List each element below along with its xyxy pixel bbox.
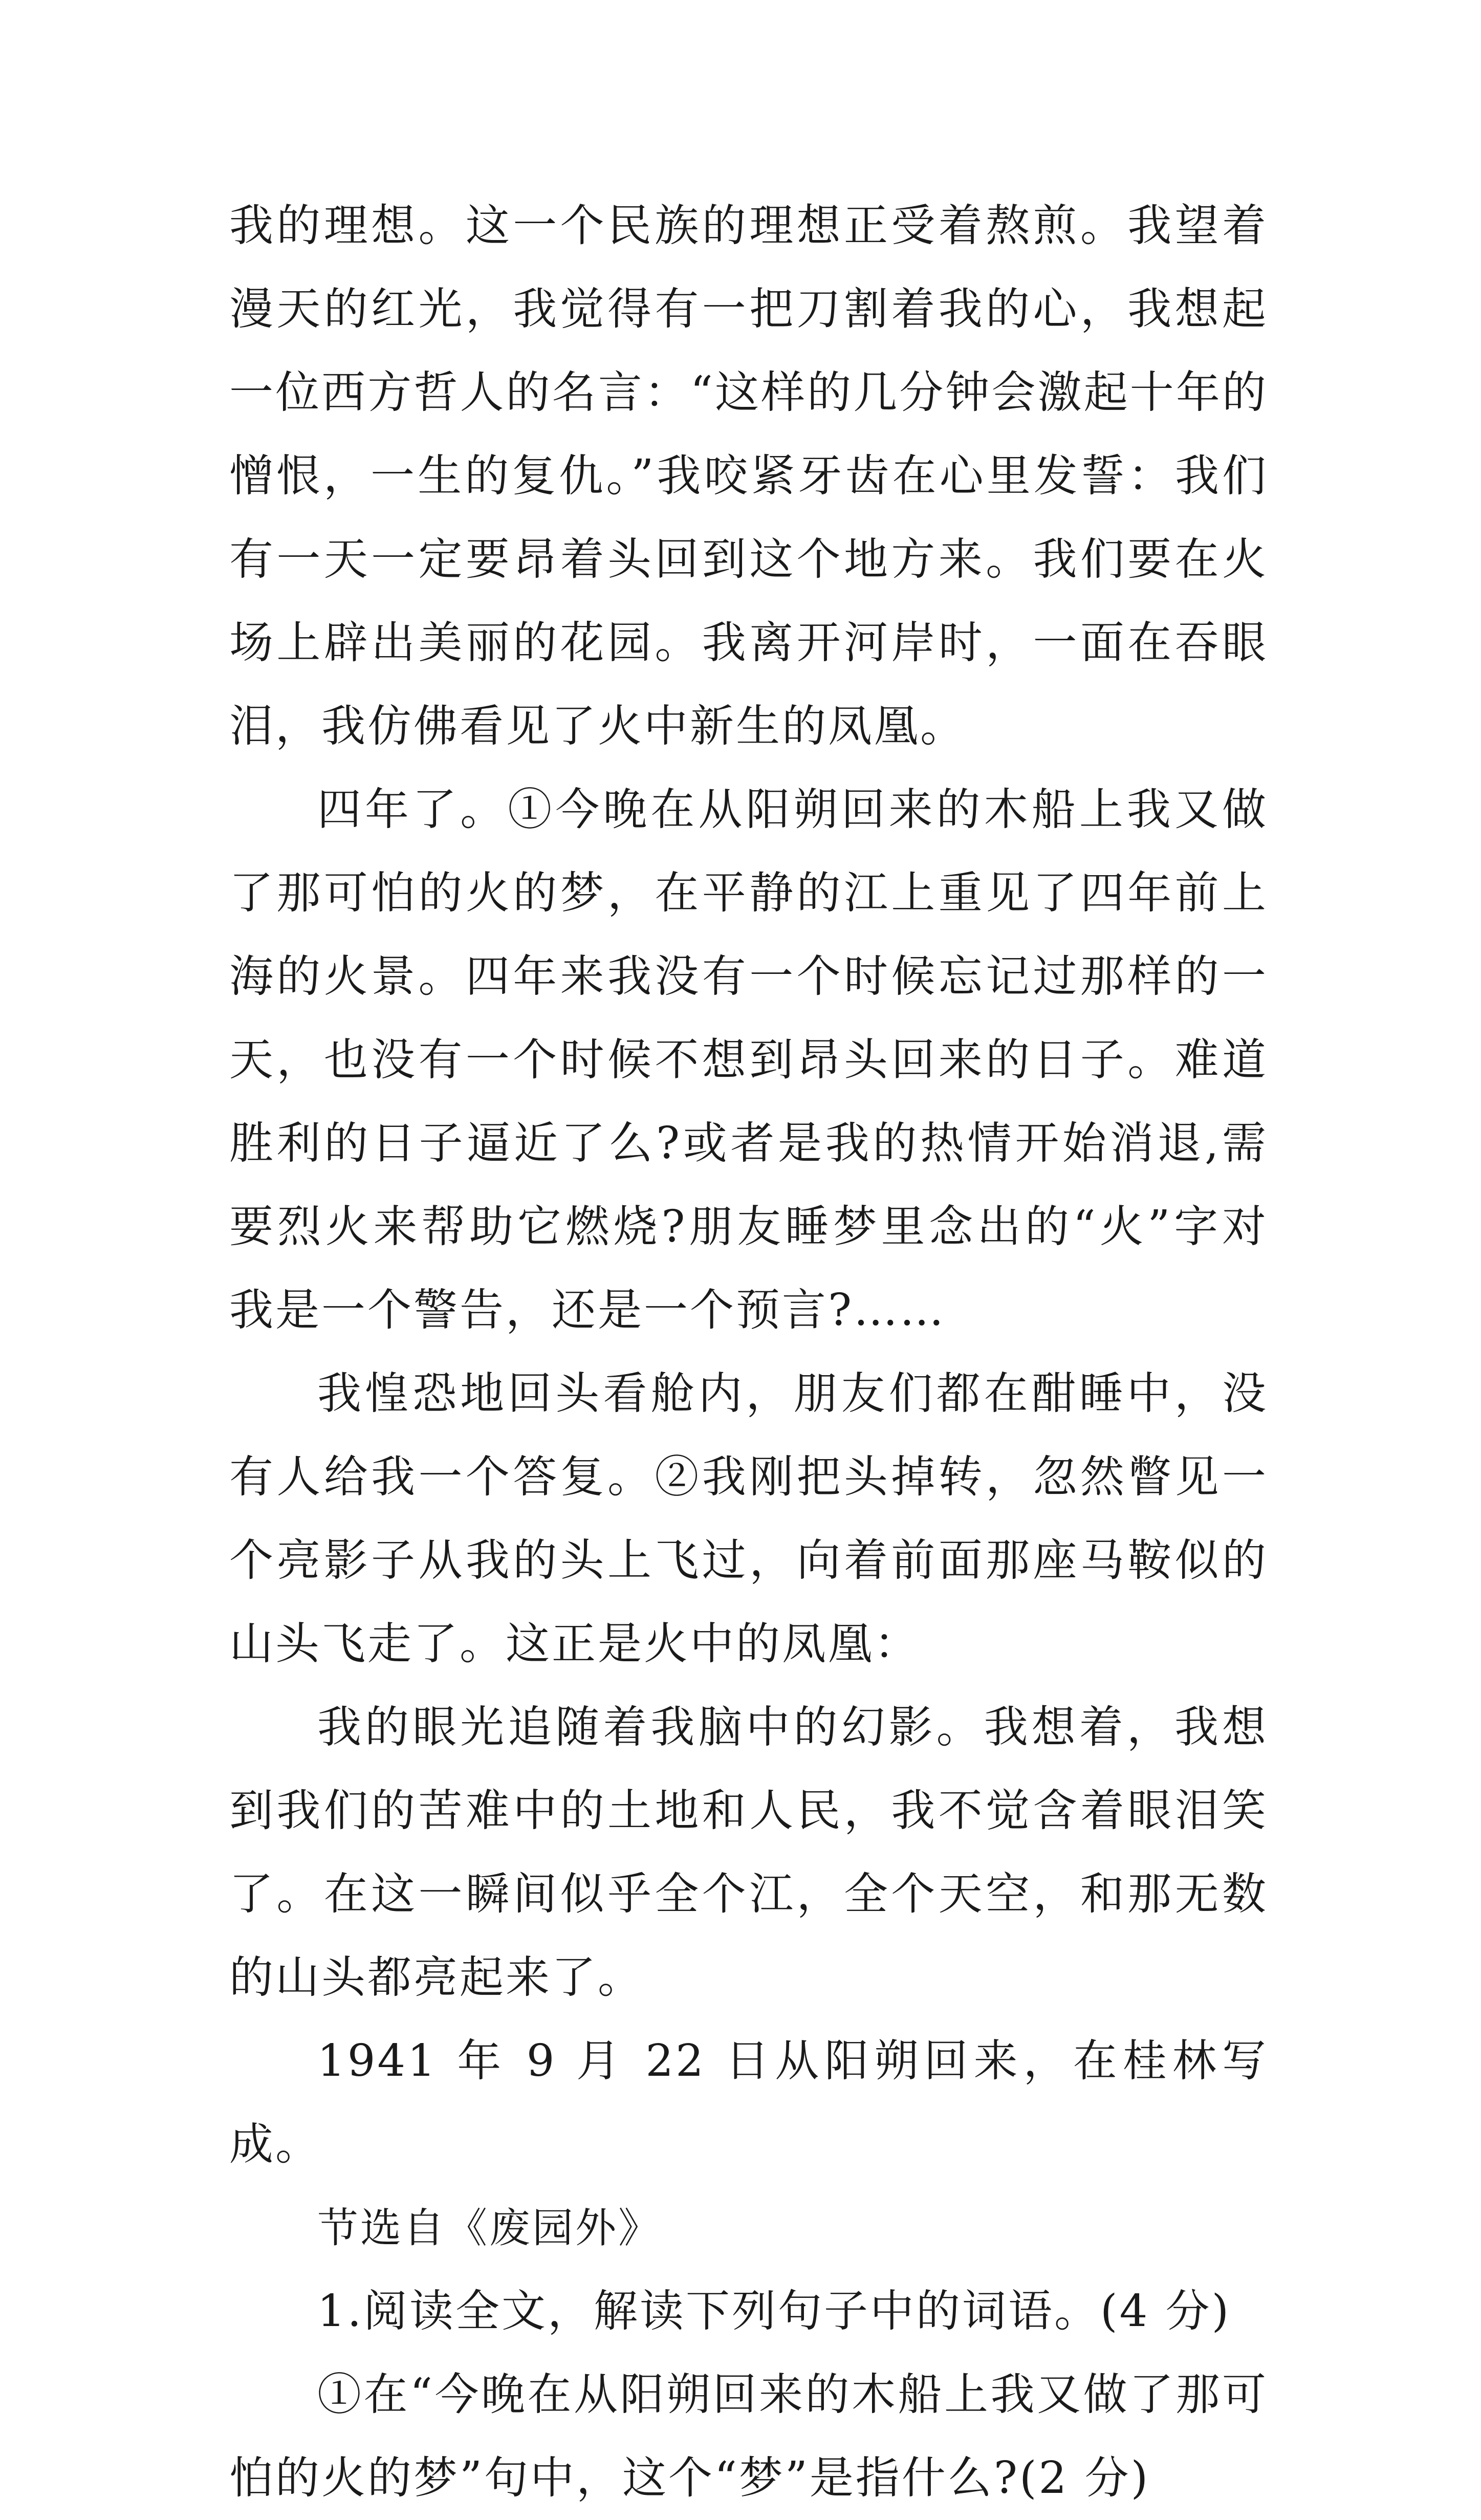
- question-1: 1.阅读全文，解读下列句子中的词语。(4 分): [317, 2286, 1231, 2337]
- question-1-sub-1: ①在“今晚在从阳朔回来的木船上我又做了那可怕的火的梦”句中，这个“梦”是指什么?(2 分): [229, 2369, 1268, 2504]
- paragraph-eyes-follow: 我的眼光追随着我脑中的幻影。我想着，我想到我们的苦难中的土地和人民，我不觉含着眼泪笑了。在这一瞬间似乎全个江，全个天空，和那无数的山头都亮起来了。: [229, 1702, 1268, 2003]
- source-note: 节选自《废园外》: [317, 2204, 661, 2252]
- date-line: 1941 年 9 月 22 日从阳朔回来，在桂林写成。: [229, 2035, 1268, 2170]
- paragraph-continuation: 我的理想。这一个民族的理想正受着熬煎。我望着漫天的红光，我觉得有一把刀割着我的心，我想起一位西方哲人的名言：“这样的几分钟会激起十年的憎恨，一生的复仇。”我咬紧牙齿在心里发誓：我们有一天一定要昂着头回到这个地方来。我们要在火场上辟出美丽的花园。我离开河岸时，一面在吞眼泪，我仿佛看见了火中新生的凤凰。: [229, 200, 1268, 752]
- document-body: [229, 184, 1268, 2520]
- paragraph-four-years: 四年了。①今晚在从阳朔回来的木船上我又做了那可怕的火的梦，在平静的江上重见了四年前上海的火景。四年来我没有一个时候忘记过那样的一天，也没有一个时候不想到昂头回来的日子。难道胜利的日子逼近了么?或者是我的热情开始消退,需要烈火来帮助它燃烧?朋友睡梦里念出的“火”字对我是一个警告，还是一个预言?……: [229, 784, 1268, 1336]
- paragraph-phoenix: 我惶恐地回头看舱内，朋友们都在酣睡中，没有人给我一个答复。②我刚把头掉转，忽然瞥见一个亮影子从我的头上飞过，向着前面那座马鞍似的山头飞走了。这正是火中的凤凰：: [229, 1368, 1268, 1669]
